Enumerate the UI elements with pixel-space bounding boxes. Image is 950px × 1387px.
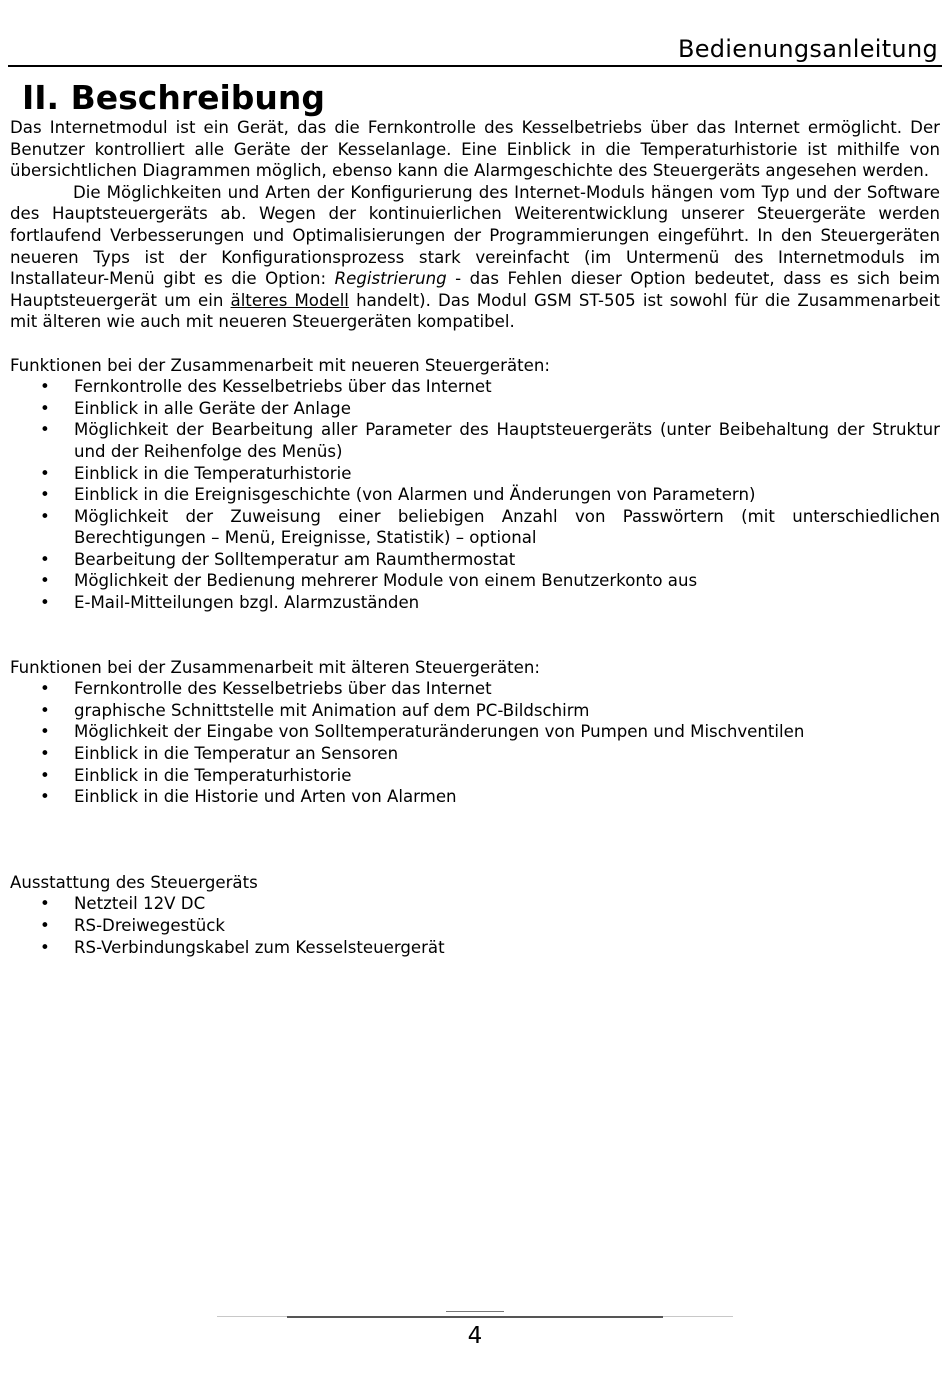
list-item: • graphische Schnittstelle mit Animation auf dem PC-Bildschirm [10,700,940,722]
configuration-text-part1: Die Möglichkeiten und Arten der Konfigurierung des Internet-Moduls hängen vom Typ und der Software des Hauptsteuergeräts ab. Wegen der kontinuierlichen Weiterentwicklung unserer Steuergeräte werden fortlaufend Verbesserungen und Optimalisierungen der Programmierungen eingeführt. In den Steuergeräten neueren Typs ist der Konfigurationsprozess stark vereinfacht (im Untermenü des Internetmoduls im Installateur-Menü gibt es die Option: [10,182,940,289]
list-item: • Einblick in alle Geräte der Anlage [10,398,940,420]
older-controllers-heading: Funktionen bei der Zusammenarbeit mit älteren Steuergeräten: [10,657,540,677]
list-item: • Einblick in die Historie und Arten von Alarmen [10,786,940,808]
list-item: • Fernkontrolle des Kesselbetriebs über das Internet [10,678,940,700]
list-item: • Fernkontrolle des Kesselbetriebs über das Internet [10,376,940,398]
list-item: • Netzteil 12V DC [10,893,940,915]
document-header-title: Bedienungsanleitung [677,35,938,63]
list-item: • Einblick in die Temperaturhistorie [10,463,940,485]
configuration-paragraph [10,182,940,333]
older-model-term: älteres Modell [230,290,349,310]
configuration-text-part3: handelt). Das Modul GSM ST-505 ist sowohl für die Zusammenarbeit mit älteren wie auch mit neueren Steuergeräten kompatibel. [10,290,940,332]
equipment-list [10,893,940,958]
registration-option-label: Registrierung [334,269,447,289]
list-item: • E-Mail-Mitteilungen bzgl. Alarmzuständen [10,592,940,614]
list-item: • Möglichkeit der Bedienung mehrerer Module von einem Benutzerkonto aus [10,570,940,592]
list-item: • Einblick in die Ereignisgeschichte (von Alarmen und Änderungen von Parametern) [10,484,940,506]
spacer [10,333,940,355]
equipment-heading: Ausstattung des Steuergeräts [10,872,258,892]
list-item: • Einblick in die Temperatur an Sensoren [10,743,940,765]
main-content [10,117,940,958]
list-item: • RS-Verbindungskabel zum Kesselsteuergerät [10,937,940,959]
newer-controllers-list [10,376,940,614]
list-item: • Möglichkeit der Eingabe von Solltemperaturänderungen von Pumpen und Mischventilen [10,721,940,743]
list-item: • RS-Dreiwegestück [10,915,940,937]
footer-line [287,1316,663,1318]
footer-line [446,1311,504,1312]
page-number: 4 [467,1323,483,1349]
list-item: • Möglichkeit der Bearbeitung aller Parameter des Hauptsteuergeräts (unter Beibehaltung der Struktur und der Reihenfolge des Menüs) [10,419,940,462]
list-item: • Einblick in die Temperaturhistorie [10,765,940,787]
intro-paragraph: Das Internetmodul ist ein Gerät, das die Fernkontrolle des Kesselbetriebs über das Internet ermöglicht. Der Benutzer kontrolliert alle Geräte der Kesselanlage. Eine Einblick in die Temperaturhistorie ist mithilfe von übersichtlichen Diagrammen möglich, ebenso kann die Alarmgeschichte des Steuergeräts angesehen werden. [10,118,940,181]
older-controllers-list [10,678,940,808]
newer-controllers-heading: Funktionen bei der Zusammenarbeit mit neueren Steuergeräten: [10,355,550,375]
spacer [10,808,940,872]
list-item: • Bearbeitung der Solltemperatur am Raumthermostat [10,549,940,571]
section-heading: II. Beschreibung [22,78,326,117]
footer-divider [217,1308,733,1320]
list-item: • Möglichkeit der Zuweisung einer beliebigen Anzahl von Passwörtern (mit unterschiedlichen Berechtigungen – Menü, Ereignisse, Statistik) – optional [10,506,940,549]
header-divider [8,65,942,67]
spacer [10,614,940,657]
configuration-text-part2: - das Fehlen dieser Option bedeutet, dass es sich beim Hauptsteuergerät um ein [10,269,940,310]
